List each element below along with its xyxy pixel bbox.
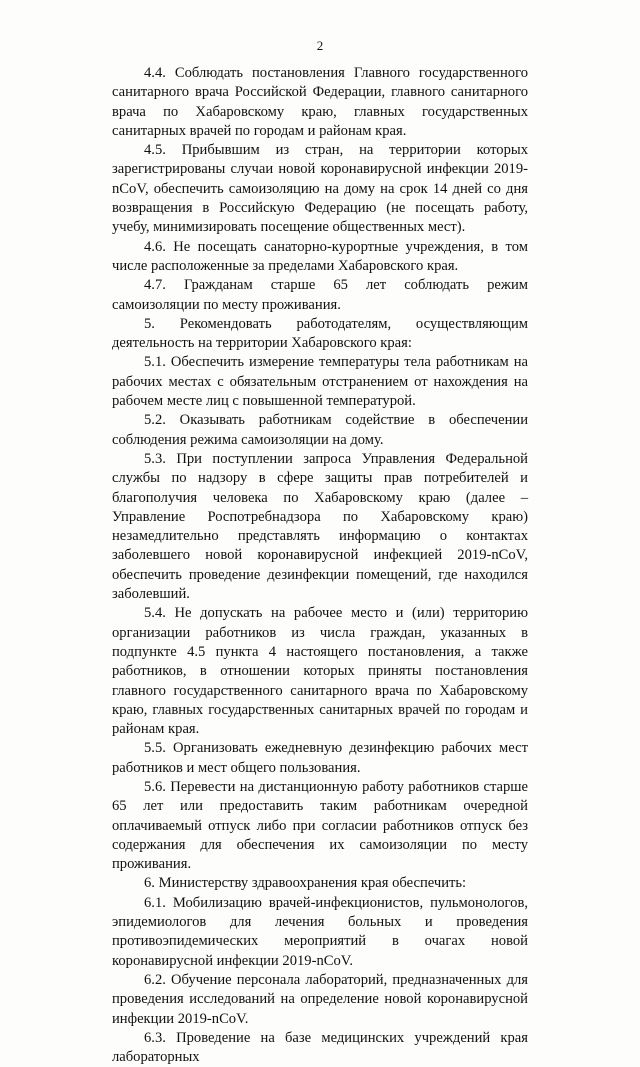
page-number: 2 bbox=[316, 38, 324, 53]
paragraph-5-1: 5.1. Обеспечить измерение температуры тела работникам на рабочих местах с обязательным отстранением от нахождения на рабочем месте лиц с повышенной температурой. bbox=[112, 354, 528, 410]
document-body bbox=[112, 64, 528, 1067]
paragraph-5-2: 5.2. Оказывать работникам содействие в обеспечении соблюдения режима самоизоляции на дому. bbox=[112, 412, 528, 448]
paragraph-6: 6. Министерству здравоохранения края обеспечить: bbox=[144, 875, 467, 892]
paragraph-4-4: 4.4. Соблюдать постановления Главного государственного санитарного врача Российской Федерации, главного санитарного врача по Хабаровскому краю, главных государственных санитарных врачей по городам и районам края. bbox=[112, 65, 528, 139]
paragraph-6-1: 6.1. Мобилизацию врачей-инфекционистов, пульмонологов, эпидемиологов для лечения больных и проведения противоэпидемических мероприятий в очагах новой коронавирусной инфекции 2019-nCoV. bbox=[112, 894, 528, 969]
paragraph-5-6: 5.6. Перевести на дистанционную работу работников старше 65 лет или предоставить таким работникам очередной оплачиваемый отпуск либо при согласии работников отпуск без содержания для обеспечения их самоизоляции по месту проживания. bbox=[112, 778, 528, 873]
paragraph-5-4: 5.4. Не допускать на рабочее место и (или) территорию организации работников из числа граждан, указанных в подпункте 4.5 пункта 4 настоящего постановления, а также работников, в отношении которых приняты постановления главного государственного санитарного врача по Хабаровскому краю, главных государственных санитарных врачей по городам и районам края. bbox=[112, 605, 528, 738]
paragraph-5-5: 5.5. Организовать ежедневную дезинфекцию рабочих мест работников и мест общего пользования. bbox=[112, 740, 528, 776]
paragraph-4-6: 4.6. Не посещать санаторно-курортные учреждения, в том числе расположенные за пределами Хабаровского края. bbox=[112, 238, 528, 274]
paragraph-4-5: 4.5. Прибывшим из стран, на территории которых зарегистрированы случаи новой коронавирусной инфекции 2019-nCoV, обеспечить самоизоляцию на дому на срок 14 дней со дня возвращения в Российскую Федерацию (не посещать работу, учебу, минимизировать посещение общественных мест). bbox=[112, 142, 528, 236]
paragraph-6-2: 6.2. Обучение персонала лабораторий, предназначенных для проведения исследований на определение новой коронавирусной инфекции 2019-nCoV. bbox=[112, 971, 528, 1027]
paragraph-5: 5. Рекомендовать работодателям, осуществляющим деятельность на территории Хабаровского края: bbox=[112, 315, 528, 352]
paragraph-5-3: 5.3. При поступлении запроса Управления Федеральной службы по надзору в сфере защиты прав потребителей и благополучия человека по Хабаровскому краю (далее – Управление Роспотребнадзора по Хабаровскому краю) незамедлительно представлять информацию о контактах заболевшего новой коронавирусной инфекцией 2019-nCoV, обеспечить проведение дезинфекции помещений, где находился заболевший. bbox=[112, 450, 528, 603]
paragraph-6-3: 6.3. Проведение на базе медицинских учреждений края лабораторных bbox=[112, 1029, 528, 1066]
paragraph-4-7: 4.7. Гражданам старше 65 лет соблюдать режим самоизоляции по месту проживания. bbox=[112, 277, 528, 313]
